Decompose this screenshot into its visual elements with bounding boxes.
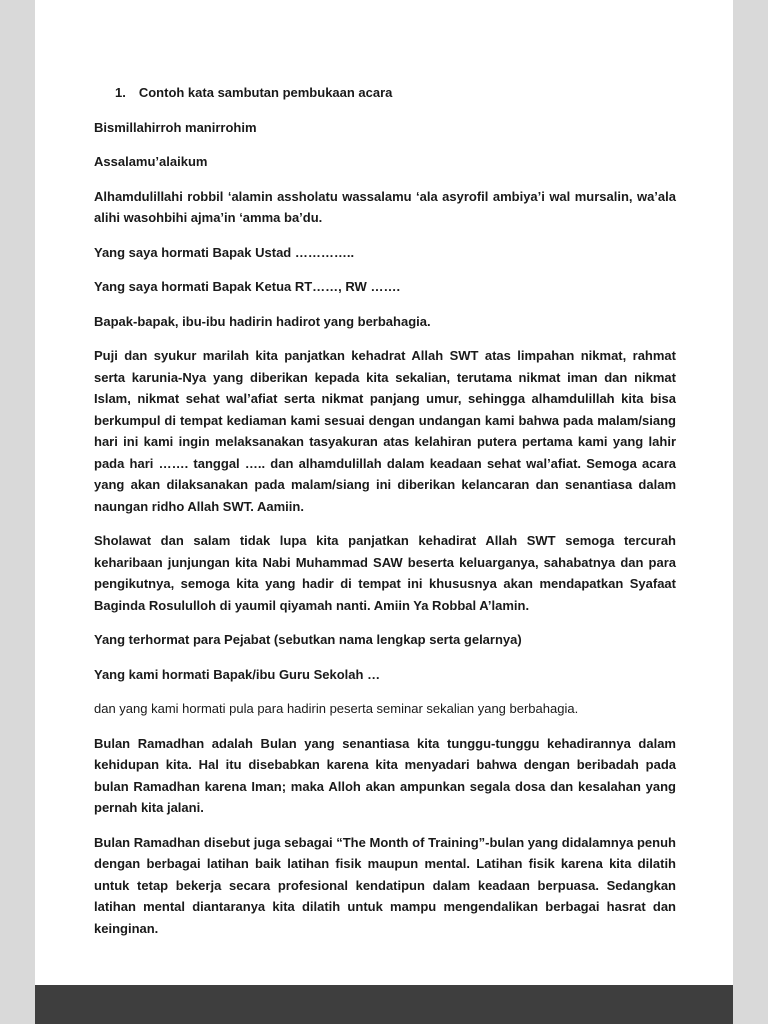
paragraph-salutation-ustad: Yang saya hormati Bapak Ustad ………….. <box>94 244 355 260</box>
page-gutter-left <box>0 0 35 1024</box>
viewer-bottom-band <box>35 985 733 1024</box>
paragraph-bismillah: Bismillahirroh manirrohim <box>94 119 257 135</box>
list-item-heading <box>115 82 676 104</box>
page-content <box>35 0 733 939</box>
paragraph-puji-syukur: Puji dan syukur marilah kita panjatkan kehadrat Allah SWT atas limpahan nikmat, rahmat serta karunia-Nya yang diberikan kepada kita sekalian, terutama nikmat iman dan nikmat Islam, nikmat sehat wal’afiat serta nikmat panjang umur, sehingga alhamdulillah kita bisa berkumpul di tempat kediaman kami sesuai dengan undangan kami bahwa pada malam/siang hari ini kami ingin melaksanakan tasyakuran atas kelahiran putera pertama kami yang lahir pada hari ……. tanggal ….. dan alhamdulillah dalam keadaan sehat wal’afiat. Semoga acara yang akan dilaksanakan pada malam/siang ini diberikan kelancaran dan senantiasa dalam naungan ridho Allah SWT. Aamiin. <box>94 348 676 514</box>
paragraph-salutation-guru: Yang kami hormati Bapak/ibu Guru Sekolah … <box>94 666 381 682</box>
paragraph-salutation-pejabat: Yang terhormat para Pejabat (sebutkan nama lengkap serta gelarnya) <box>94 632 522 647</box>
list-number: 1. <box>115 85 126 100</box>
paragraph-salutation-hadirin: Bapak-bapak, ibu-ibu hadirin hadirot yang berbahagia. <box>94 313 431 329</box>
paragraph-sholawat: Sholawat dan salam tidak lupa kita panjatkan kehadirat Allah SWT semoga tercurah keharibaan junjungan kita Nabi Muhammad SAW beserta keluarganya, sahabatnya dan para pengikutnya, semoga kita yang hadir di tempat ini khususnya akan mendapatkan Syafaat Baginda Rosululloh di yaumil qiyamah nanti. Amiin Ya Robbal A’lamin. <box>94 533 676 613</box>
document-page <box>35 0 733 985</box>
paragraph-assalamualaikum: Assalamu’alaikum <box>94 154 208 169</box>
paragraph-ramadhan-1: Bulan Ramadhan adalah Bulan yang senantiasa kita tunggu-tunggu kehadirannya dalam kehidupan kita. Hal itu disebabkan karena kita menyadari bahwa dengan beribadah pada bulan Ramadhan karena Iman; maka Alloh akan ampunkan segala dosa dan kesalahan yang pernah kita jalani. <box>94 735 676 815</box>
paragraph-ramadhan-2: Bulan Ramadhan disebut juga sebagai “The Month of Training”-bulan yang didalamnya penuh dengan berbagai latihan baik latihan fisik maupun mental. Latihan fisik karena kita dilatih untuk tetap bekerja secara profesional kendatipun dalam keadaan berpuasa. Sedangkan latihan mental diantaranya kita dilatih untuk mampu mengendalikan berbagai hasrat dan keinginan. <box>94 834 676 936</box>
page-gutter-right <box>733 0 768 1024</box>
paragraph-salutation-ketua-rt: Yang saya hormati Bapak Ketua RT……, RW ……. <box>94 279 401 294</box>
paragraph-salutation-peserta-seminar: dan yang kami hormati pula para hadirin peserta seminar sekalian yang berbahagia. <box>94 701 579 716</box>
paragraph-alhamdulillah: Alhamdulillahi robbil ‘alamin assholatu wassalamu ‘ala asyrofil ambiya’i wal mursalin, wa’ala alihi wasohbihi ajma’in ‘amma ba’du. <box>94 188 676 225</box>
heading-text: Contoh kata sambutan pembukaan acara <box>138 85 393 100</box>
